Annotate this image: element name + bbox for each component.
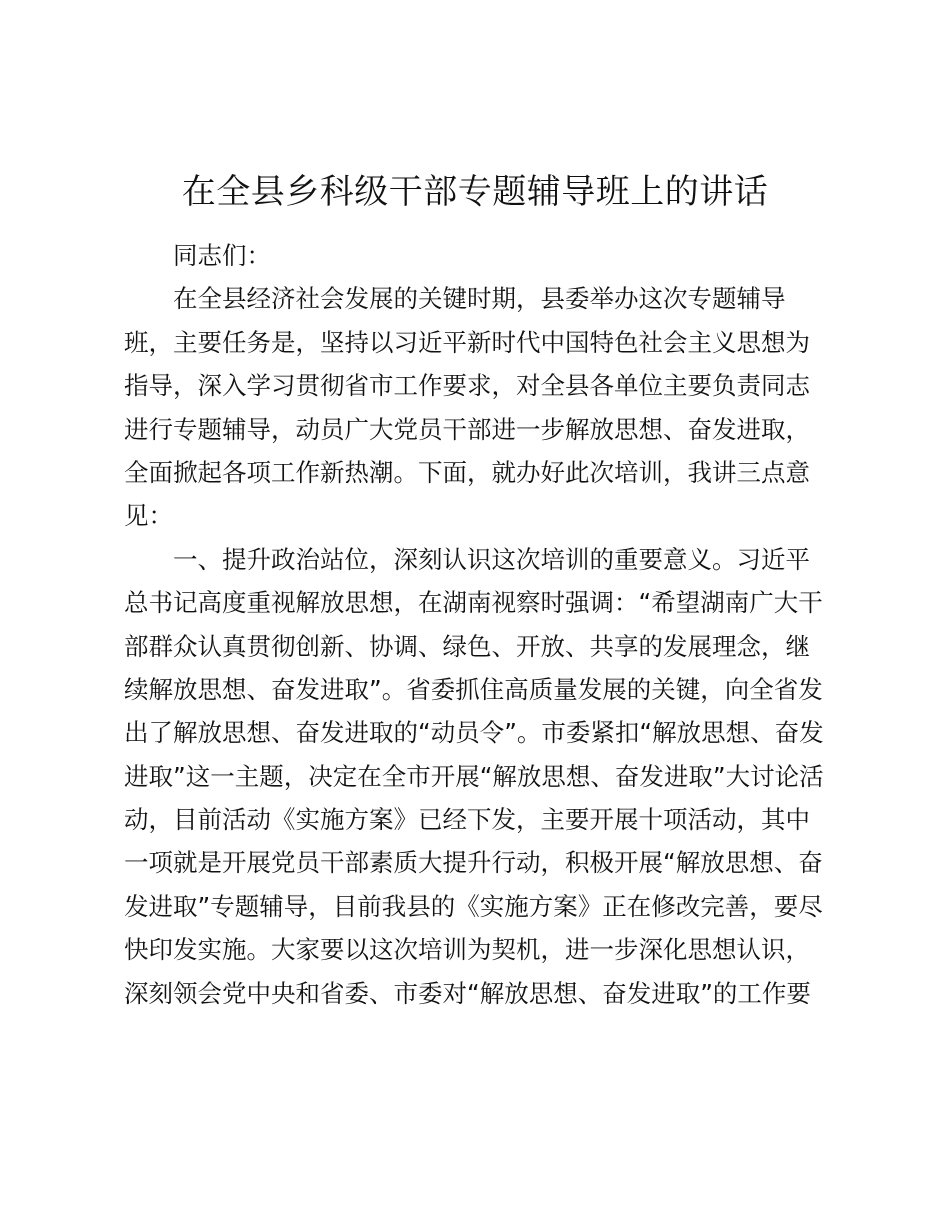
paragraph-line: 出了解放思想、奋发进取的“动员令”。市委紧扣“解放思想、奋发 bbox=[124, 718, 824, 748]
paragraph-line: 见： bbox=[124, 501, 173, 531]
paragraph-line: 班，主要任务是，坚持以习近平新时代中国特色社会主义思想为 bbox=[124, 327, 810, 357]
salutation-line: 同志们： bbox=[173, 241, 271, 270]
paragraph-line: 一项就是开展党员干部素质大提升行动，积极开展“解放思想、奋 bbox=[124, 848, 823, 878]
paragraph-line: 深刻领会党中央和省委、市委对“解放思想、奋发进取”的工作要 bbox=[124, 978, 811, 1008]
paragraph-line: 总书记高度重视解放思想，在湖南视察时强调：“希望湖南广大干 bbox=[124, 588, 823, 618]
document-title: 在全县乡科级干部专题辅导班上的讲话 bbox=[181, 172, 769, 212]
paragraph-line: 动，目前活动《实施方案》已经下发，主要开展十项活动，其中 bbox=[124, 805, 810, 835]
paragraph-line: 部群众认真贯彻创新、协调、绿色、开放、共享的发展理念，继 bbox=[124, 631, 810, 661]
paragraph-line: 续解放思想、奋发进取”。省委抓住高质量发展的关键，向全省发 bbox=[124, 674, 823, 704]
paragraph-line: 进取”这一主题，决定在全市开展“解放思想、奋发进取”大讨论活 bbox=[124, 761, 824, 791]
paragraph-line: 指导，深入学习贯彻省市工作要求，对全县各单位主要负责同志 bbox=[124, 371, 810, 401]
paragraph-line: 发进取”专题辅导，目前我县的《实施方案》正在修改完善，要尽 bbox=[124, 891, 823, 921]
paragraph-line: 在全县经济社会发展的关键时期，县委举办这次专题辅导 bbox=[173, 284, 786, 314]
paragraph-line: 全面掀起各项工作新热潮。下面，就办好此次培训，我讲三点意 bbox=[124, 457, 810, 487]
document-body bbox=[124, 234, 836, 1015]
paragraph-line: 快印发实施。大家要以这次培训为契机，进一步深化思想认识， bbox=[124, 935, 810, 965]
section-heading-line: 一、提升政治站位，深刻认识这次培训的重要意义。习近平 bbox=[173, 544, 810, 574]
paragraph-line: 进行专题辅导，动员广大党员干部进一步解放思想、奋发进取， bbox=[124, 414, 810, 444]
